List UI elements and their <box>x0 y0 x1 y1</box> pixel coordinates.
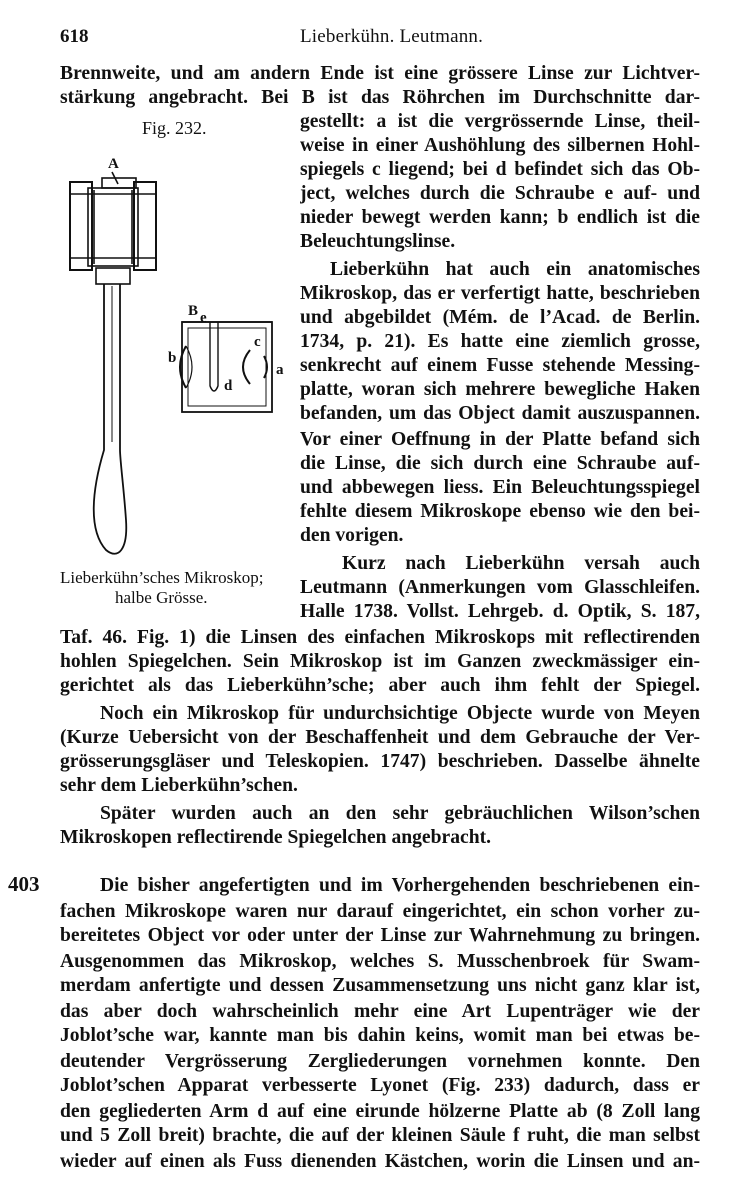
text-line: stärkung angebracht. Bei B ist das Röhrchen im Durchschnitte dar- <box>60 87 700 108</box>
page-number: 618 <box>60 26 89 47</box>
text-line: Mikroskopen reflectirende Spiegelchen angebracht. <box>60 827 492 848</box>
text-line: (Kurze Uebersicht von der Beschaffenheit und dem Gebrauche der Ver- <box>60 727 700 748</box>
figure-letter-a: a <box>276 362 284 378</box>
text-line: fehlte diesem Mikroskope ebenso wie den bei- <box>300 501 700 522</box>
figure-caption-line: halbe Grösse. <box>115 588 208 607</box>
text-line: wieder auf einen als Fuss dienenden Kästchen, worin die Linsen und an- <box>60 1151 700 1172</box>
figure-letter-A: A <box>108 156 119 172</box>
text-line: spiegels c liegend; bei d befindet sich das Ob- <box>300 159 700 180</box>
text-line: Vor einer Oeffnung in der Platte befand sich <box>300 429 700 450</box>
text-line: Joblot’schen Apparat verbesserte Lyonet (Fig. 233) dadurch, dass er <box>60 1075 700 1096</box>
text-line: nieder bewegt werden kann; b endlich ist die <box>300 207 700 228</box>
figure-label: Fig. 232. <box>142 118 207 138</box>
figure-letter-d: d <box>224 378 233 394</box>
text-line: Noch ein Mikroskop für undurchsichtige Objecte wurde von Meyen <box>100 703 700 724</box>
figure-letter-c: c <box>254 334 261 350</box>
text-line: grösserungsgläser und Teleskopien. 1747) beschrieben. Dasselbe ähnelte <box>60 751 700 772</box>
text-line: Joblot’sche war, kannte man bis dahin keins, womit man bei etwas be- <box>60 1025 700 1046</box>
text-line: befanden, um das Object damit auszuspannen. <box>300 403 700 424</box>
text-line: deutender Vergrösserung Zergliederungen vornehmen konnte. Den <box>60 1051 700 1072</box>
text-line: Kurz nach Lieberkühn versah auch <box>342 553 700 574</box>
running-header <box>60 26 700 52</box>
text-line: Ausgenommen das Mikroskop, welches S. Musschenbroek für Swam- <box>60 951 700 972</box>
figure-letter-e: e <box>200 310 207 326</box>
running-title: Lieberkühn. Leutmann. <box>300 26 484 47</box>
text-line: und abbewegen liess. Ein Beleuchtungsspiegel <box>300 477 700 498</box>
text-line: senkrecht auf einem Fusse stehende Messing- <box>300 355 700 376</box>
text-line: Die bisher angefertigten und im Vorhergehenden beschriebenen ein- <box>100 875 700 896</box>
figure-letter-b: b <box>168 350 177 366</box>
text-line: Lieberkühn hat auch ein anatomisches <box>330 259 700 280</box>
text-line: Taf. 46. Fig. 1) die Linsen des einfachen Mikroskops mit reflectirenden <box>60 627 700 648</box>
text-line: und abgebildet (Mém. de l’Acad. de Berlin. <box>300 307 700 328</box>
text-line: merdam anfertigte und dessen Zusammensetzung uns nicht ganz klar ist, <box>60 975 700 996</box>
text-line: fachen Mikroskope waren nur darauf eingerichtet, ein schon vorher zu- <box>60 901 700 922</box>
text-line: Mikroskop, das er verfertigt hatte, beschrieben <box>300 283 700 304</box>
text-line: Beleuchtungslinse. <box>300 231 456 252</box>
text-line: und 5 Zoll breit) brachte, die auf der kleinen Säule f ruht, die man selbst <box>60 1125 700 1146</box>
figure-caption-line: Lieberkühn’sches Mikroskop; <box>60 568 264 587</box>
text-line: Leutmann (Anmerkungen vom Glasschleifen. <box>300 577 700 598</box>
text-line: Brennweite, und am andern Ende ist eine grössere Linse zur Lichtver- <box>60 63 700 84</box>
text-line: Halle 1738. Vollst. Lehrgeb. d. Optik, S. 187, <box>300 601 700 622</box>
text-line: den gegliederten Arm d auf eine eirunde hölzerne Platte ab (8 Zoll lang <box>60 1101 700 1122</box>
microscope-figure <box>58 150 288 580</box>
text-line: den vorigen. <box>300 525 404 546</box>
text-line: sehr dem Lieberkühn’schen. <box>60 775 298 796</box>
text-line: 1734, p. 21). Es hatte eine ziemlich grosse, <box>300 331 700 352</box>
text-line: Später wurden auch an den sehr gebräuchlichen Wilson’schen <box>100 803 700 824</box>
text-line: weise in einer Aushöhlung des silbernen Hohl- <box>300 135 700 156</box>
text-line: die Linse, die sich durch eine Schraube auf- <box>300 453 700 474</box>
text-line: hohlen Spiegelchen. Sein Mikroskop ist im Ganzen zweckmässiger ein- <box>60 651 700 672</box>
text-line: gestellt: a ist die vergrössernde Linse, theil- <box>300 111 700 132</box>
text-line: ject, welches durch die Schraube e auf- und <box>300 183 700 204</box>
section-number: 403 <box>8 872 40 896</box>
text-line: bereitetes Object vor oder unter der Linse zur Wahrnehmung zu bringen. <box>60 925 700 946</box>
text-line: platte, woran sich mehrere bewegliche Haken <box>300 379 700 400</box>
text-line: gerichtet als das Lieberkühn’sche; aber auch ihm fehlt der Spiegel. <box>60 675 700 696</box>
figure-letter-B: B <box>188 303 199 319</box>
text-line: das aber doch wahrscheinlich mehr eine Art Lupenträger wie der <box>60 1001 700 1022</box>
